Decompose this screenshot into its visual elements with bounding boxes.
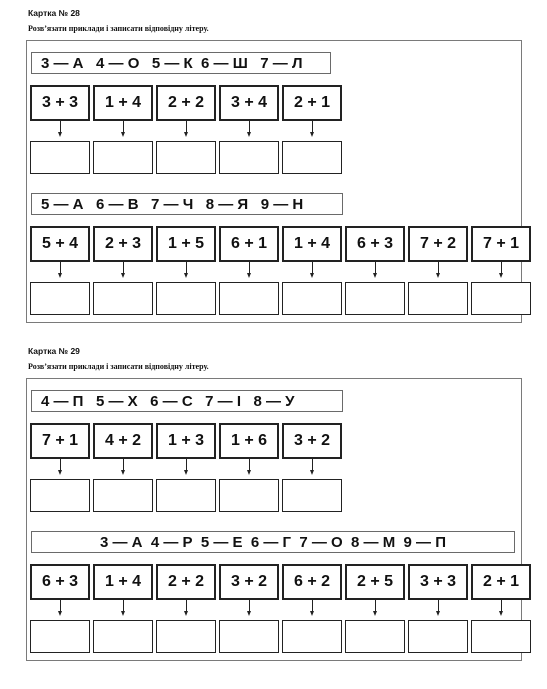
example-box: 1 + 4 xyxy=(93,85,153,121)
answer-box[interactable] xyxy=(345,282,405,315)
arrow-head-icon xyxy=(247,611,251,616)
example-box: 3 + 2 xyxy=(282,423,342,459)
example-box: 3 + 2 xyxy=(219,564,279,600)
answer-box[interactable] xyxy=(282,282,342,315)
arrow-head-icon xyxy=(58,273,62,278)
example-box: 1 + 5 xyxy=(156,226,216,262)
arrow-down-icon xyxy=(249,262,250,273)
arrow-head-icon xyxy=(310,611,314,616)
answer-box[interactable] xyxy=(30,282,90,315)
answer-box[interactable] xyxy=(345,620,405,653)
example-box: 6 + 2 xyxy=(282,564,342,600)
answer-box[interactable] xyxy=(30,479,90,512)
arrow-head-icon xyxy=(373,273,377,278)
answer-box[interactable] xyxy=(471,620,531,653)
arrow-down-icon xyxy=(312,459,313,470)
arrow-down-icon xyxy=(312,600,313,611)
arrow-head-icon xyxy=(373,611,377,616)
example-box: 7 + 2 xyxy=(408,226,468,262)
example-box: 2 + 2 xyxy=(156,564,216,600)
letter-key: 5 — А 6 — В 7 — Ч 8 — Я 9 — Н xyxy=(31,193,343,215)
arrow-down-icon xyxy=(123,600,124,611)
arrow-head-icon xyxy=(436,273,440,278)
arrow-head-icon xyxy=(247,132,251,137)
answer-box[interactable] xyxy=(93,479,153,512)
arrow-down-icon xyxy=(249,600,250,611)
answer-box[interactable] xyxy=(156,282,216,315)
arrow-head-icon xyxy=(436,611,440,616)
card-panel xyxy=(26,40,522,323)
letter-key: 4 — П 5 — Х 6 — С 7 — І 8 — У xyxy=(31,390,343,412)
arrow-down-icon xyxy=(186,600,187,611)
example-box: 3 + 3 xyxy=(408,564,468,600)
answer-box[interactable] xyxy=(282,620,342,653)
example-box: 2 + 2 xyxy=(156,85,216,121)
arrow-down-icon xyxy=(438,262,439,273)
answer-box[interactable] xyxy=(93,620,153,653)
arrow-down-icon xyxy=(123,121,124,132)
example-box: 1 + 4 xyxy=(282,226,342,262)
answer-box[interactable] xyxy=(282,479,342,512)
letter-key: 3 — А 4 — Р 5 — Е 6 — Г 7 — О 8 — М 9 — П xyxy=(31,531,515,553)
answer-box[interactable] xyxy=(219,620,279,653)
example-box: 3 + 3 xyxy=(30,85,90,121)
arrow-down-icon xyxy=(186,459,187,470)
answer-box[interactable] xyxy=(93,282,153,315)
card-title: Картка № 29 xyxy=(28,346,80,356)
arrow-down-icon xyxy=(123,262,124,273)
example-box: 7 + 1 xyxy=(30,423,90,459)
arrow-down-icon xyxy=(375,262,376,273)
instruction: Розв’язати приклади і записати відповідну літеру. xyxy=(28,362,209,371)
example-box: 2 + 1 xyxy=(282,85,342,121)
arrow-head-icon xyxy=(184,273,188,278)
card-title: Картка № 28 xyxy=(28,8,80,18)
answer-box[interactable] xyxy=(408,282,468,315)
letter-key: 3 — А 4 — О 5 — К 6 — Ш 7 — Л xyxy=(31,52,331,74)
example-box: 6 + 1 xyxy=(219,226,279,262)
arrow-down-icon xyxy=(186,121,187,132)
example-box: 4 + 2 xyxy=(93,423,153,459)
example-box: 6 + 3 xyxy=(345,226,405,262)
arrow-down-icon xyxy=(501,262,502,273)
arrow-down-icon xyxy=(186,262,187,273)
example-box: 2 + 5 xyxy=(345,564,405,600)
arrow-head-icon xyxy=(310,132,314,137)
arrow-head-icon xyxy=(499,611,503,616)
arrow-down-icon xyxy=(312,121,313,132)
arrow-head-icon xyxy=(58,132,62,137)
arrow-head-icon xyxy=(184,132,188,137)
arrow-head-icon xyxy=(499,273,503,278)
arrow-down-icon xyxy=(249,121,250,132)
arrow-head-icon xyxy=(310,470,314,475)
answer-box[interactable] xyxy=(219,282,279,315)
answer-box[interactable] xyxy=(219,141,279,174)
answer-box[interactable] xyxy=(471,282,531,315)
example-box: 2 + 3 xyxy=(93,226,153,262)
arrow-head-icon xyxy=(58,470,62,475)
answer-box[interactable] xyxy=(30,141,90,174)
arrow-head-icon xyxy=(247,273,251,278)
arrow-down-icon xyxy=(375,600,376,611)
arrow-head-icon xyxy=(58,611,62,616)
arrow-down-icon xyxy=(438,600,439,611)
arrow-head-icon xyxy=(184,470,188,475)
card-panel xyxy=(26,378,522,661)
arrow-head-icon xyxy=(310,273,314,278)
example-box: 1 + 6 xyxy=(219,423,279,459)
answer-box[interactable] xyxy=(156,620,216,653)
arrow-down-icon xyxy=(60,121,61,132)
example-box: 5 + 4 xyxy=(30,226,90,262)
arrow-down-icon xyxy=(249,459,250,470)
answer-box[interactable] xyxy=(219,479,279,512)
answer-box[interactable] xyxy=(282,141,342,174)
arrow-head-icon xyxy=(121,611,125,616)
arrow-head-icon xyxy=(121,132,125,137)
example-box: 1 + 4 xyxy=(93,564,153,600)
arrow-head-icon xyxy=(184,611,188,616)
example-box: 6 + 3 xyxy=(30,564,90,600)
arrow-down-icon xyxy=(60,262,61,273)
example-box: 7 + 1 xyxy=(471,226,531,262)
example-box: 2 + 1 xyxy=(471,564,531,600)
example-box: 1 + 3 xyxy=(156,423,216,459)
arrow-head-icon xyxy=(121,273,125,278)
answer-box[interactable] xyxy=(156,479,216,512)
instruction: Розв’язати приклади і записати відповідну літеру. xyxy=(28,24,209,33)
arrow-down-icon xyxy=(60,459,61,470)
arrow-down-icon xyxy=(312,262,313,273)
answer-box[interactable] xyxy=(408,620,468,653)
arrow-down-icon xyxy=(501,600,502,611)
example-box: 3 + 4 xyxy=(219,85,279,121)
arrow-down-icon xyxy=(123,459,124,470)
arrow-head-icon xyxy=(121,470,125,475)
arrow-head-icon xyxy=(247,470,251,475)
answer-box[interactable] xyxy=(93,141,153,174)
answer-box[interactable] xyxy=(156,141,216,174)
answer-box[interactable] xyxy=(30,620,90,653)
arrow-down-icon xyxy=(60,600,61,611)
